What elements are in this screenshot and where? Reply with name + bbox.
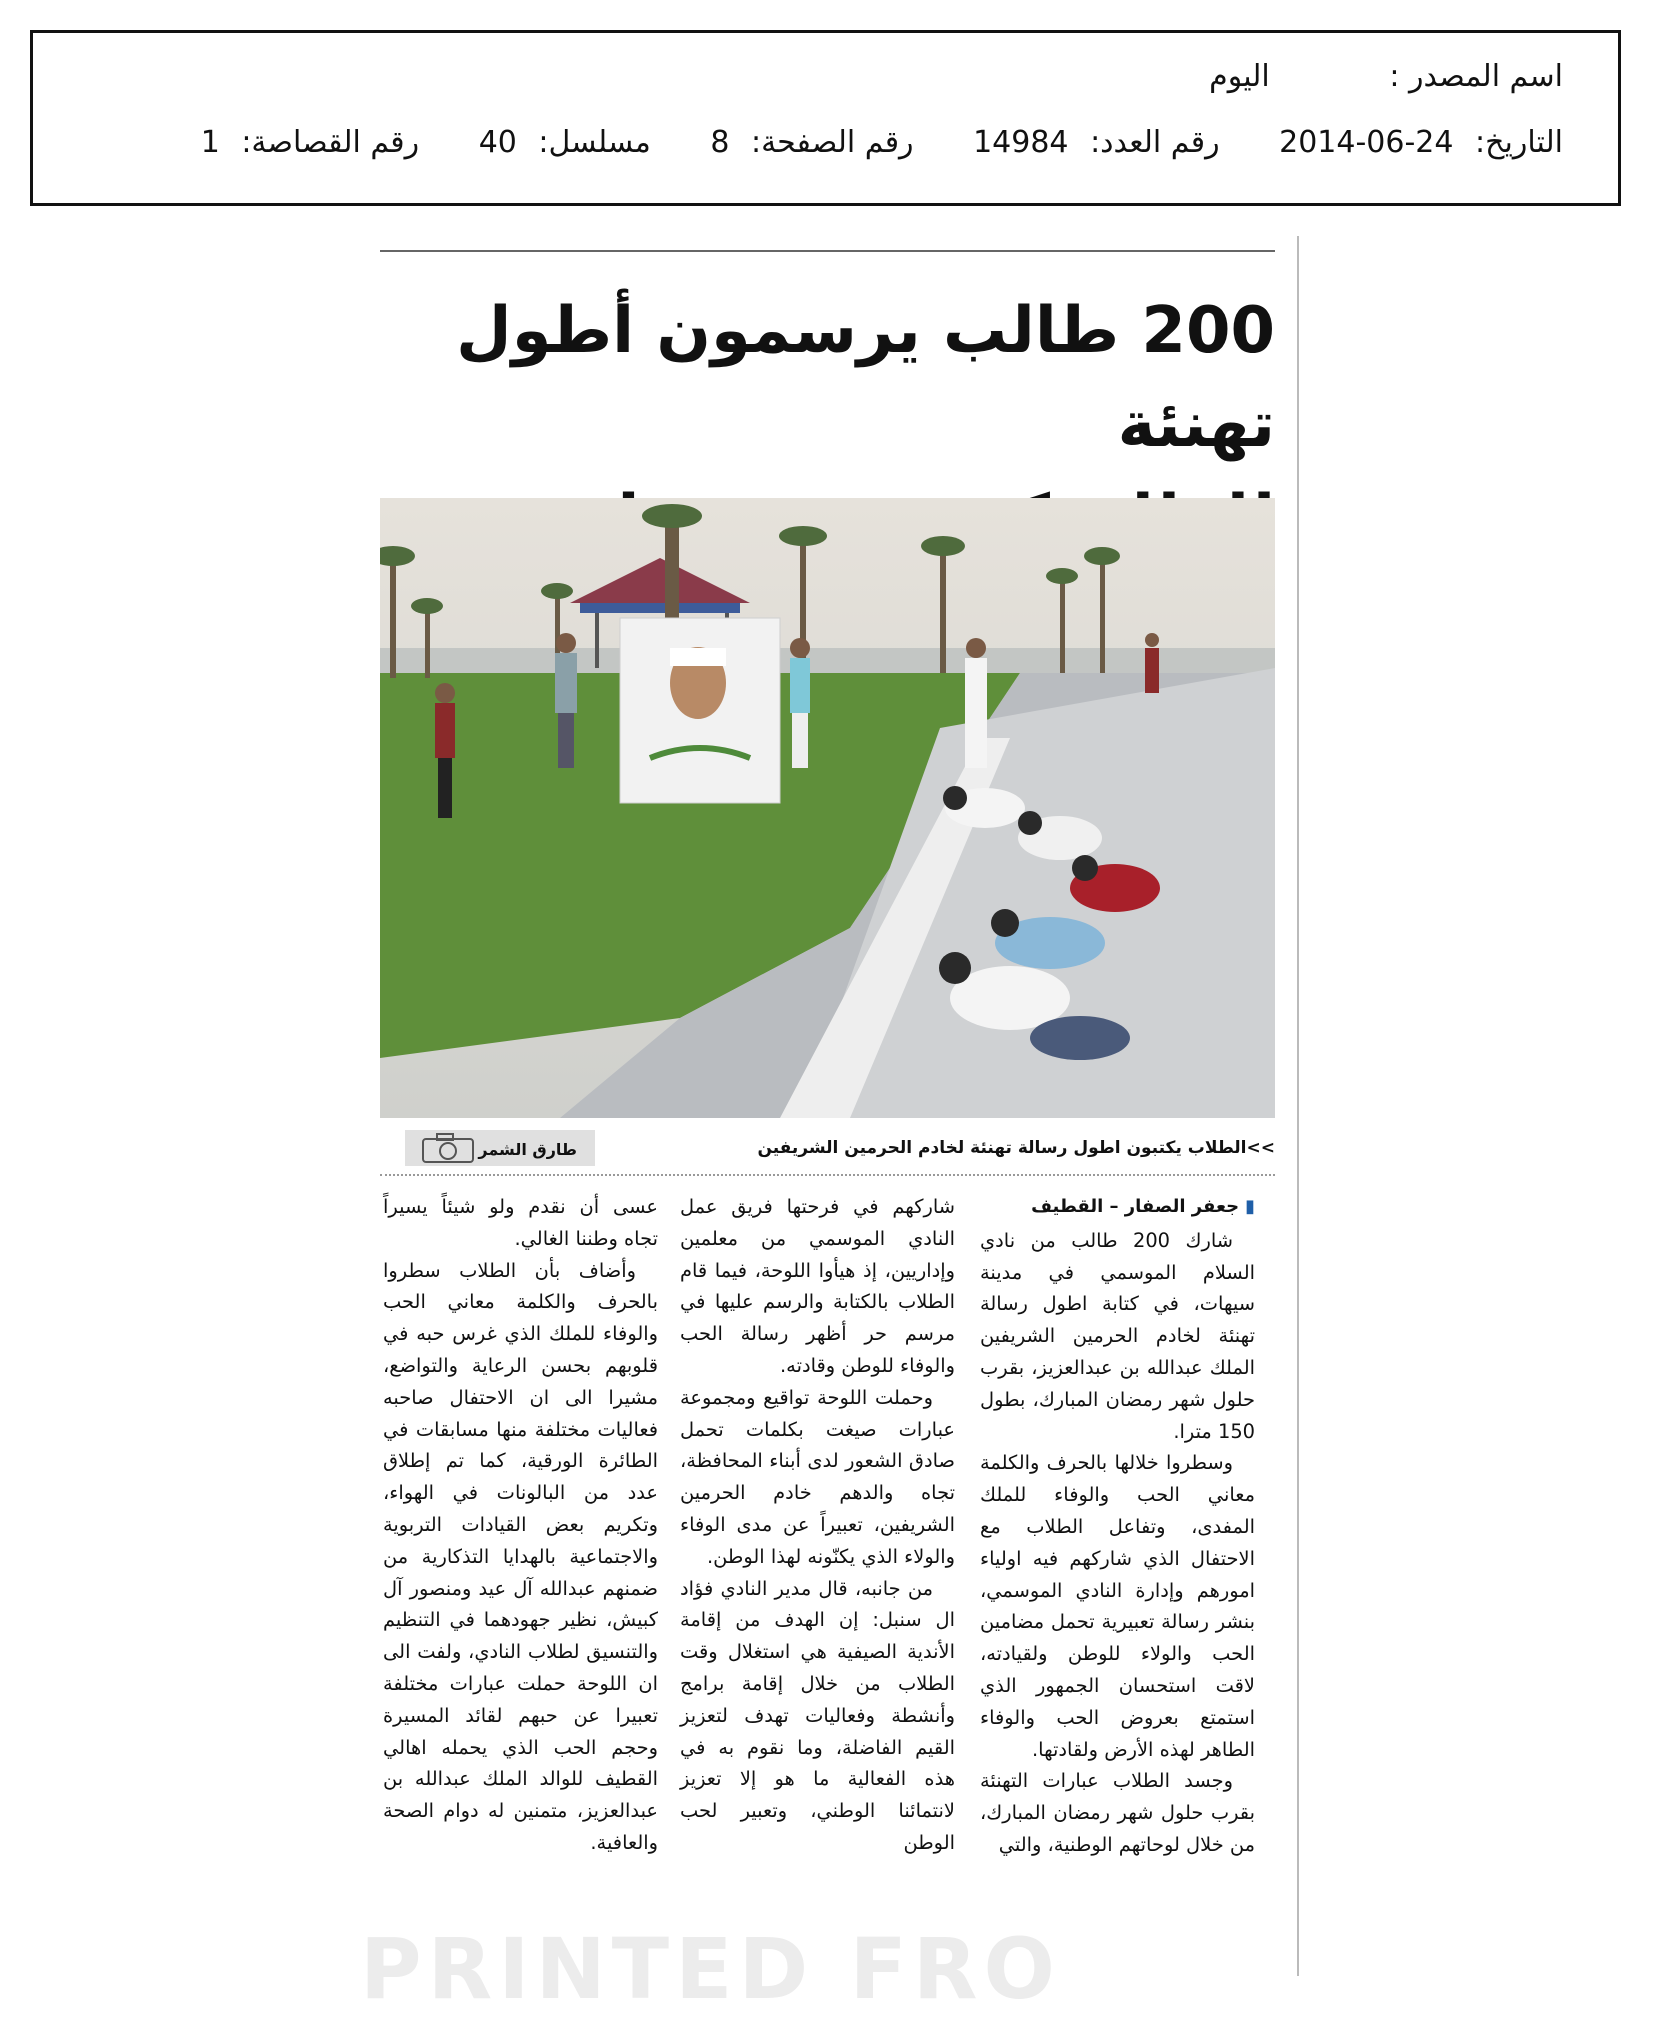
serial-field bbox=[479, 125, 651, 160]
issue-label: رقم العدد: bbox=[1090, 125, 1220, 160]
article-column-2 bbox=[680, 1191, 955, 1859]
clip-value: 1 bbox=[200, 125, 220, 160]
byline bbox=[980, 1191, 1255, 1223]
photo-credit bbox=[405, 1130, 595, 1166]
source-value: اليوم bbox=[1209, 59, 1270, 94]
headline-line-1: 200 طالب يرسمون أطول تهنئة bbox=[456, 294, 1275, 462]
photo-caption: >>الطلاب يكتبون اطول رسالة تهنئة لخادم الحرمين الشريفين bbox=[757, 1138, 1275, 1158]
paragraph: وحملت اللوحة تواقيع ومجموعة عبارات صيغت بكلمات تحمل صادق الشعور لدى أبناء المحافظة، تجاه والدهم خادم الحرمين الشريفين، تعبيراً عن مدى الوفاء والولاء الذي يكنّونه لهذا الوطن. bbox=[680, 1385, 955, 1568]
serial-label: مسلسل: bbox=[538, 125, 651, 160]
bookmark-icon: ▮ bbox=[1245, 1196, 1255, 1217]
caption-separator bbox=[380, 1174, 1275, 1176]
serial-value: 40 bbox=[478, 125, 517, 160]
paragraph: وأضاف بأن الطلاب سطروا بالحرف والكلمة معاني الحب والوفاء للملك الذي غرس حبه في قلوبهم بحسن الرعاية والتواضع، مشيرا الى ان الاحتفال صاحبه فعاليات مختلفة منها مسابقات في الطائرة الورقية، كما تم إطلاق عدد من البالونات في الهواء، وتكريم بعض القيادات التربوية والاجتماعية بالهدايا التذكارية من ضمنهم عبدالله آل عيد ومنصور آل كبيش، نظير جهودهما في التنظيم والتنسيق لطلاب النادي، ولفت الى ان اللوحة حملت عبارات مختلفة تعبيرا عن حبهم لقائد المسيرة وحجم الحب الذي يحمله اهالي القطيف للوالد الملك عبدالله بن عبدالعزيز، متمنين له دوام الصحة والعافية. bbox=[383, 1258, 658, 1854]
article-body bbox=[380, 1191, 1275, 1951]
page-field bbox=[710, 125, 913, 160]
side-rule bbox=[1297, 236, 1299, 1976]
article-photo bbox=[380, 498, 1275, 1118]
page-label: رقم الصفحة: bbox=[750, 125, 914, 160]
top-rule bbox=[380, 250, 1275, 252]
paragraph: عسى أن نقدم ولو شيئاً يسيراً تجاه وطننا الغالي. bbox=[383, 1195, 658, 1250]
camera-icon bbox=[421, 1132, 477, 1168]
date-label: التاريخ: bbox=[1475, 125, 1563, 160]
article-column-1 bbox=[980, 1191, 1255, 1861]
article-column-3 bbox=[383, 1191, 658, 1859]
paragraph: من جانبه، قال مدير النادي فؤاد ال سنبل: إن الهدف من إقامة الأندية الصيفية هي استغلال وقت الطلاب من خلال إقامة برامج وأنشطة وفعاليات تهدف لتعزيز القيم الفاضلة، وما نقوم به في هذه الفعالية ما هو إلا تعزيز لانتمائنا الوطني، وتعبير لحب الوطن bbox=[680, 1576, 955, 1854]
issue-value: 14984 bbox=[973, 125, 1069, 160]
source-row bbox=[1209, 59, 1563, 94]
source-label: اسم المصدر : bbox=[1389, 59, 1563, 94]
photographer-name: طارق الشمر bbox=[478, 1140, 577, 1159]
paragraph: شارك 200 طالب من نادي السلام الموسمي في مدينة سيهات، في كتابة اطول رسالة تهنئة لخادم الحرمين الشريفين الملك عبدالله بن عبدالعزيز، بقرب حلول شهر رمضان المبارك، بطول 150 مترا. bbox=[980, 1228, 1255, 1443]
clip-field bbox=[201, 125, 419, 160]
meta-row bbox=[151, 125, 1563, 160]
date-field bbox=[1279, 125, 1563, 160]
paragraph: شاركهم في فرحتها فريق عمل النادي الموسمي من معلمين وإداريين، إذ هيأوا اللوحة، فيما قام الطلاب بالكتابة والرسم عليها في مرسم حر أظهر رسالة الحب والوفاء للوطن وقادته. bbox=[680, 1195, 955, 1377]
newspaper-clipping bbox=[380, 236, 1300, 1976]
page-value: 8 bbox=[710, 125, 730, 160]
printed-watermark: PRINTED FRO bbox=[360, 1920, 1061, 2018]
byline-text: جعفر الصفار – القطيف bbox=[1031, 1196, 1240, 1217]
paragraph: وجسد الطلاب عبارات التهنئة بقرب حلول شهر رمضان المبارك، من خلال لوحاتهم الوطنية، والتي bbox=[980, 1769, 1255, 1856]
date-value: 2014-06-24 bbox=[1279, 125, 1454, 160]
paragraph: وسطروا خلالها بالحرف والكلمة معاني الحب والوفاء للملك المفدى، وتفاعل الطلاب مع الاحتفال الذي شاركهم فيه اولياء امورهم وإدارة النادي الموسمي، بنشر رسالة تعبيرية تحمل مضامين الحب والولاء للوطن ولقيادته، لاقت استحسان الجمهور الذي استمتع بعروض الحب والوفاء الطاهر لهذه الأرض ولقادتها. bbox=[980, 1451, 1255, 1761]
issue-field bbox=[973, 125, 1219, 160]
source-info-box bbox=[30, 30, 1621, 206]
clip-label: رقم القصاصة: bbox=[241, 125, 420, 160]
photo-caption-bar bbox=[405, 1128, 1275, 1172]
